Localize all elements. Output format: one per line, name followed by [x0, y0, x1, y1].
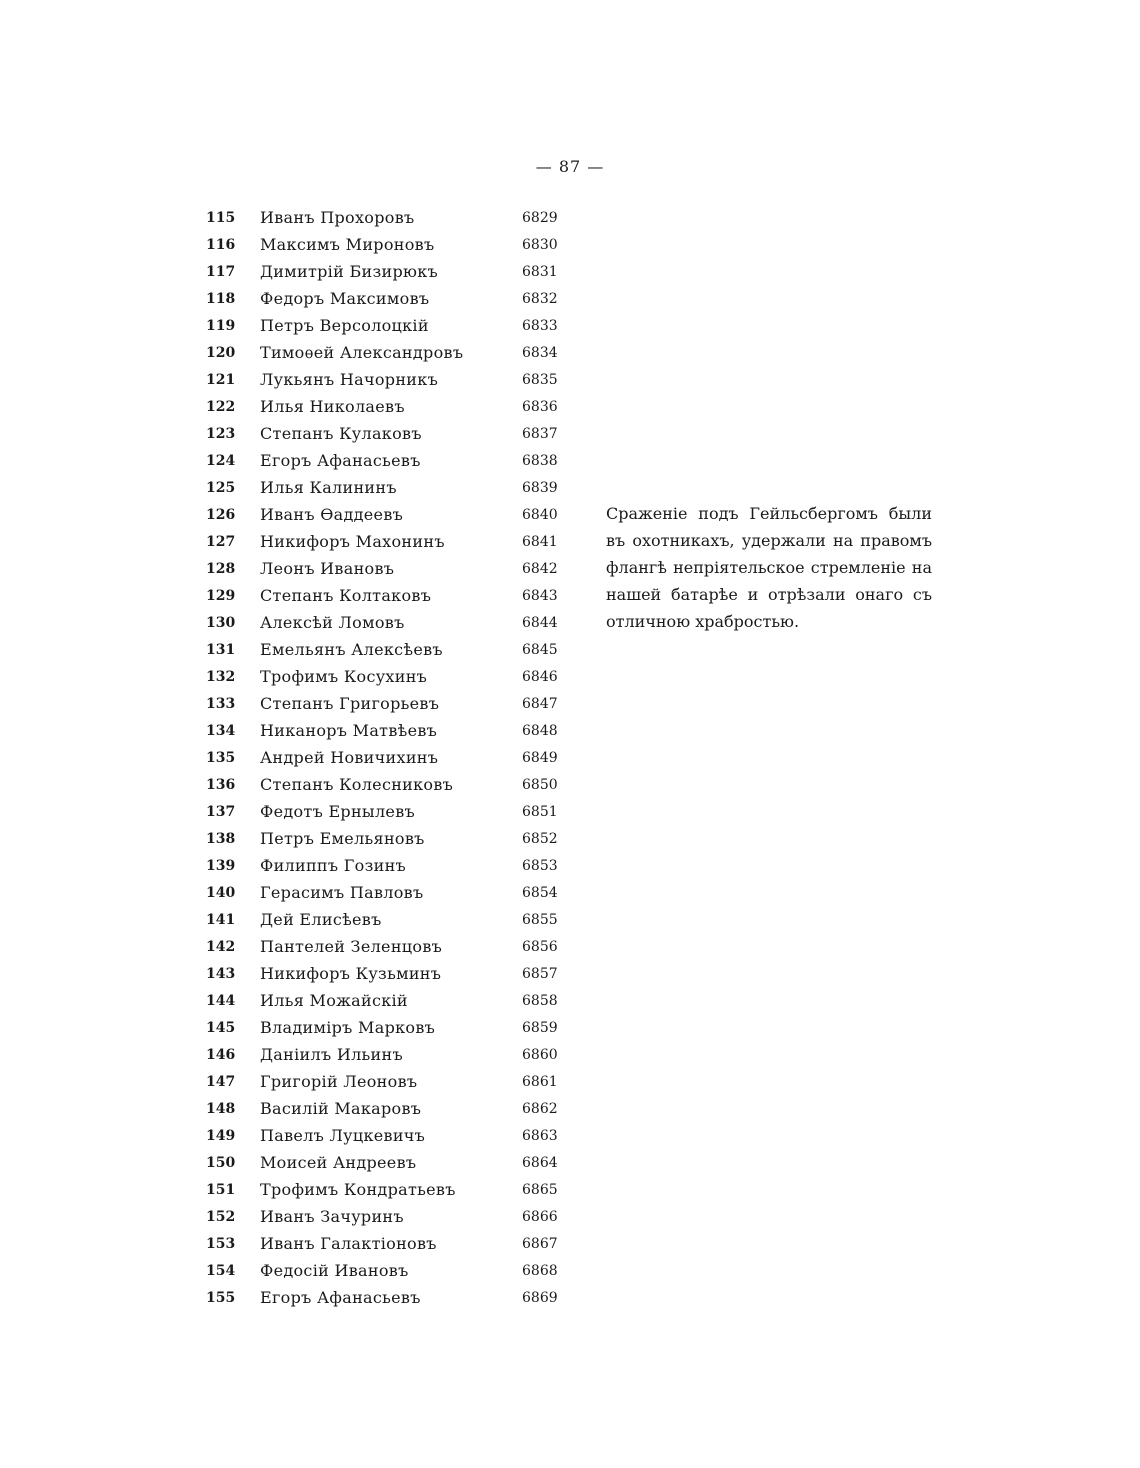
- soldier-name: Петръ Емельяновъ: [260, 829, 425, 848]
- roster-row: [206, 501, 576, 528]
- soldier-name: Трофимъ Косухинъ: [260, 667, 428, 686]
- roster-row: [206, 609, 576, 636]
- row-index: 133: [206, 695, 236, 712]
- row-index: 152: [206, 1208, 236, 1225]
- soldier-name: Пантелей Зеленцовъ: [260, 937, 443, 956]
- soldier-name: Даніилъ Ильинъ: [260, 1045, 403, 1064]
- service-number: 6861: [522, 1073, 558, 1090]
- row-index: 147: [206, 1073, 236, 1090]
- service-number: 6867: [522, 1235, 558, 1252]
- service-number: 6844: [522, 614, 558, 631]
- soldier-name: Степанъ Кулаковъ: [260, 424, 422, 443]
- service-number: 6864: [522, 1154, 558, 1171]
- soldier-name: Владиміръ Марковъ: [260, 1018, 436, 1037]
- roster-row: [206, 960, 576, 987]
- row-index: 144: [206, 992, 236, 1009]
- roster-row: [206, 285, 576, 312]
- soldier-name: Илья Можайскій: [260, 991, 408, 1010]
- roster-row: [206, 1149, 576, 1176]
- row-index: 148: [206, 1100, 236, 1117]
- roster-row: [206, 1284, 576, 1311]
- soldier-name: Федосій Ивановъ: [260, 1261, 409, 1280]
- soldier-name: Димитрій Бизирюкъ: [260, 262, 439, 281]
- service-number: 6854: [522, 884, 558, 901]
- service-number: 6860: [522, 1046, 558, 1063]
- soldier-name: Иванъ Галактіоновъ: [260, 1234, 437, 1253]
- soldier-name: Егоръ Афанасьевъ: [260, 1288, 421, 1307]
- row-index: 149: [206, 1127, 236, 1144]
- roster-row: [206, 1122, 576, 1149]
- soldier-name: Никаноръ Матвѣевъ: [260, 721, 438, 740]
- roster-row: [206, 933, 576, 960]
- row-index: 155: [206, 1289, 236, 1306]
- service-number: 6868: [522, 1262, 558, 1279]
- roster-list: [206, 204, 576, 1311]
- row-index: 125: [206, 479, 236, 496]
- roster-row: [206, 1176, 576, 1203]
- soldier-name: Алексѣй Ломовъ: [260, 613, 405, 632]
- roster-row: [206, 1014, 576, 1041]
- service-number: 6834: [522, 344, 558, 361]
- roster-row: [206, 663, 576, 690]
- roster-row: [206, 312, 576, 339]
- service-number: 6841: [522, 533, 558, 550]
- roster-row: [206, 1068, 576, 1095]
- soldier-name: Павелъ Луцкевичъ: [260, 1126, 426, 1145]
- service-number: 6848: [522, 722, 558, 739]
- service-number: 6857: [522, 965, 558, 982]
- row-index: 132: [206, 668, 236, 685]
- soldier-name: Григорій Леоновъ: [260, 1072, 418, 1091]
- service-number: 6838: [522, 452, 558, 469]
- roster-row: [206, 690, 576, 717]
- service-number: 6852: [522, 830, 558, 847]
- service-number: 6837: [522, 425, 558, 442]
- roster-row: [206, 555, 576, 582]
- roster-row: [206, 393, 576, 420]
- soldier-name: Илья Николаевъ: [260, 397, 405, 416]
- service-number: 6853: [522, 857, 558, 874]
- roster-row: [206, 1095, 576, 1122]
- soldier-name: Лукьянъ Начорникъ: [260, 370, 439, 389]
- soldier-name: Федоръ Максимовъ: [260, 289, 430, 308]
- roster-row: [206, 987, 576, 1014]
- roster-row: [206, 204, 576, 231]
- row-index: 153: [206, 1235, 236, 1252]
- soldier-name: Емельянъ Алексѣевъ: [260, 640, 443, 659]
- roster-row: [206, 771, 576, 798]
- roster-row: [206, 717, 576, 744]
- soldier-name: Степанъ Григорьевъ: [260, 694, 440, 713]
- row-index: 120: [206, 344, 236, 361]
- soldier-name: Степанъ Колесниковъ: [260, 775, 454, 794]
- roster-row: [206, 339, 576, 366]
- soldier-name: Тимоѳей Александровъ: [260, 343, 464, 362]
- roster-row: [206, 1230, 576, 1257]
- row-index: 140: [206, 884, 236, 901]
- service-number: 6829: [522, 209, 558, 226]
- roster-row: [206, 528, 576, 555]
- roster-row: [206, 231, 576, 258]
- service-number: 6835: [522, 371, 558, 388]
- service-number: 6856: [522, 938, 558, 955]
- service-number: 6831: [522, 263, 558, 280]
- soldier-name: Степанъ Колтаковъ: [260, 586, 432, 605]
- roster-row: [206, 825, 576, 852]
- soldier-name: Василій Макаровъ: [260, 1099, 422, 1118]
- soldier-name: Леонъ Ивановъ: [260, 559, 395, 578]
- soldier-name: Илья Калининъ: [260, 478, 397, 497]
- service-number: 6855: [522, 911, 558, 928]
- service-number: 6849: [522, 749, 558, 766]
- soldier-name: Никифоръ Махонинъ: [260, 532, 445, 551]
- service-number: 6851: [522, 803, 558, 820]
- roster-row: [206, 420, 576, 447]
- row-index: 117: [206, 263, 236, 280]
- service-number: 6850: [522, 776, 558, 793]
- citation-note: Сраженіе подъ Гейльсбергомъ были въ охотникахъ, удержали на правомъ флангѣ непріятельское стремленіе на нашей батарѣе и отрѣзали онаго съ отличною храбростью.: [606, 504, 932, 631]
- row-index: 118: [206, 290, 236, 307]
- soldier-name: Филиппъ Гозинъ: [260, 856, 407, 875]
- row-index: 124: [206, 452, 236, 469]
- row-index: 141: [206, 911, 236, 928]
- service-number: 6833: [522, 317, 558, 334]
- service-number: 6842: [522, 560, 558, 577]
- page-number: — 87 —: [535, 157, 605, 176]
- service-number: 6859: [522, 1019, 558, 1036]
- row-index: 154: [206, 1262, 236, 1279]
- roster-row: [206, 906, 576, 933]
- row-index: 139: [206, 857, 236, 874]
- row-index: 143: [206, 965, 236, 982]
- row-index: 134: [206, 722, 236, 739]
- row-index: 127: [206, 533, 236, 550]
- roster-row: [206, 366, 576, 393]
- roster-row: [206, 798, 576, 825]
- row-index: 126: [206, 506, 236, 523]
- service-number: 6836: [522, 398, 558, 415]
- soldier-name: Петръ Версолоцкій: [260, 316, 429, 335]
- service-number: 6843: [522, 587, 558, 604]
- service-number: 6840: [522, 506, 558, 523]
- roster-row: [206, 582, 576, 609]
- roster-row: [206, 852, 576, 879]
- service-number: 6845: [522, 641, 558, 658]
- soldier-name: Иванъ Ѳаддеевъ: [260, 505, 404, 524]
- service-number: 6858: [522, 992, 558, 1009]
- soldier-name: Трофимъ Кондратьевъ: [260, 1180, 456, 1199]
- soldier-name: Моисей Андреевъ: [260, 1153, 417, 1172]
- row-index: 129: [206, 587, 236, 604]
- roster-row: [206, 1257, 576, 1284]
- row-index: 151: [206, 1181, 236, 1198]
- service-number: 6869: [522, 1289, 558, 1306]
- row-index: 128: [206, 560, 236, 577]
- roster-row: [206, 1203, 576, 1230]
- row-index: 146: [206, 1046, 236, 1063]
- row-index: 119: [206, 317, 236, 334]
- roster-row: [206, 258, 576, 285]
- service-number: 6839: [522, 479, 558, 496]
- soldier-name: Егоръ Афанасьевъ: [260, 451, 421, 470]
- row-index: 137: [206, 803, 236, 820]
- row-index: 150: [206, 1154, 236, 1171]
- soldier-name: Никифоръ Кузьминъ: [260, 964, 442, 983]
- service-number: 6865: [522, 1181, 558, 1198]
- roster-row: [206, 474, 576, 501]
- service-number: 6846: [522, 668, 558, 685]
- soldier-name: Андрей Новичихинъ: [260, 748, 439, 767]
- row-index: 131: [206, 641, 236, 658]
- row-index: 136: [206, 776, 236, 793]
- soldier-name: Федотъ Ернылевъ: [260, 802, 415, 821]
- roster-row: [206, 744, 576, 771]
- service-number: 6832: [522, 290, 558, 307]
- soldier-name: Дей Елисѣевъ: [260, 910, 382, 929]
- soldier-name: Иванъ Зачуринъ: [260, 1207, 404, 1226]
- row-index: 115: [206, 209, 236, 226]
- roster-row: [206, 636, 576, 663]
- row-index: 145: [206, 1019, 236, 1036]
- row-index: 122: [206, 398, 236, 415]
- soldier-name: Герасимъ Павловъ: [260, 883, 424, 902]
- service-number: 6866: [522, 1208, 558, 1225]
- row-index: 142: [206, 938, 236, 955]
- row-index: 135: [206, 749, 236, 766]
- roster-row: [206, 879, 576, 906]
- row-index: 121: [206, 371, 236, 388]
- service-number: 6863: [522, 1127, 558, 1144]
- row-index: 116: [206, 236, 236, 253]
- roster-row: [206, 447, 576, 474]
- roster-row: [206, 1041, 576, 1068]
- row-index: 130: [206, 614, 236, 631]
- service-number: 6830: [522, 236, 558, 253]
- soldier-name: Максимъ Мироновъ: [260, 235, 435, 254]
- row-index: 123: [206, 425, 236, 442]
- row-index: 138: [206, 830, 236, 847]
- soldier-name: Иванъ Прохоровъ: [260, 208, 415, 227]
- service-number: 6862: [522, 1100, 558, 1117]
- service-number: 6847: [522, 695, 558, 712]
